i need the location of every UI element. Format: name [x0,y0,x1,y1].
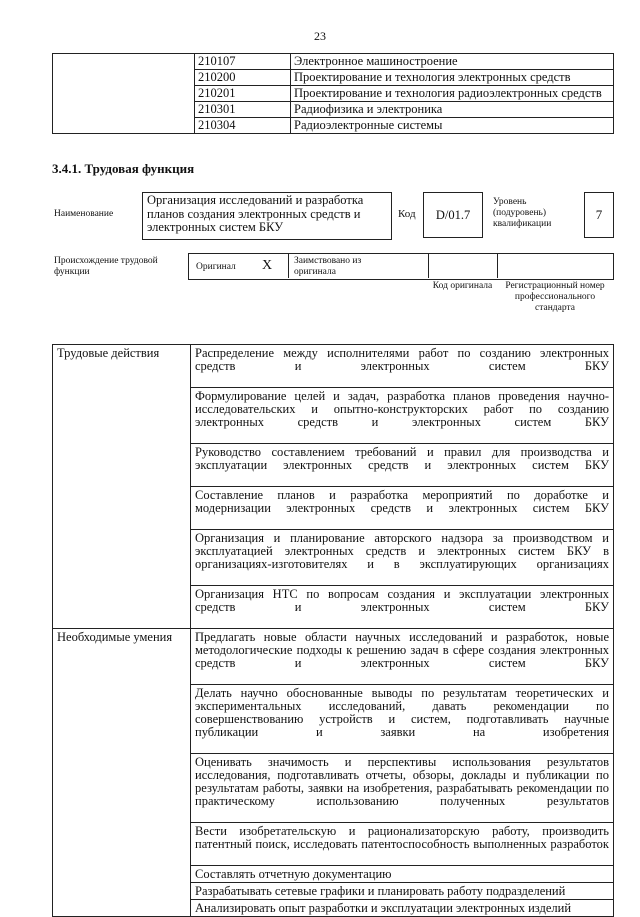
function-name-box: Организация исследований и разработка планов создания электронных средств и электронных систем БКУ [142,192,392,240]
page-number: 23 [314,29,326,43]
list-item: Составление планов и разработка мероприятий по доработке и модернизации электронных средств и электронных систем БКУ [191,487,614,530]
list-item: Вести изобретательскую и рационализаторскую работу, производить патентный поиск, исследовать патентоспособность выполненных разработок [191,823,614,866]
name-cell: Радиоэлектронные системы [291,118,614,134]
name-label: Наименование [54,209,114,219]
list-item: Организация НТС по вопросам создания и эксплуатации электронных средств и электронных систем БКУ [191,586,614,629]
list-item: Распределение между исполнителями работ по созданию электронных средств и электронных систем БКУ [191,345,614,388]
name-cell: Электронное машиностроение [291,54,614,70]
code-cell: 210200 [195,70,291,86]
code-cell: 210301 [195,102,291,118]
table-row [53,629,614,685]
original-mark: X [262,258,273,273]
list-item: Анализировать опыт разработки и эксплуатации электронных изделий [191,900,614,917]
code-label: Код [398,208,416,220]
name-cell: Радиофизика и электроника [291,102,614,118]
table-row [53,345,614,388]
list-item: Формулирование целей и задач, разработка планов проведения научно-исследовательских и опытно-конструкторских работ по созданию электронных средств и электронных систем БКУ [191,388,614,444]
list-item: Руководство составлением требований и правил для производства и эксплуатации электронных средств и электронных систем БКУ [191,444,614,487]
list-item: Организация и планирование авторского надзора за производством и эксплуатацией электронных средств и электронных систем БКУ в организациях-изготовителях и в эксплуатирующих организациях [191,530,614,586]
code-caption: Код оригинала [432,281,493,291]
name-cell: Проектирование и технология радиоэлектронных средств [291,86,614,102]
divider [428,253,429,278]
section-label-cell: Необходимые умения [53,629,191,917]
function-details-table [52,344,614,917]
reg-caption: Регистрационный номер профессионального стандарта [505,281,605,313]
divider [288,253,289,278]
list-item: Составлять отчетную документацию [191,866,614,883]
divider [497,253,498,278]
list-item: Делать научно обоснованные выводы по результатам теоретических и экспериментальных исследований, давать рекомендации по совершенствованию устройств и систем, подготавливать научные публикации и заявки на изобретения [191,685,614,754]
level-label: Уровень (подуровень) квалификации [493,197,552,229]
specialty-codes-table [52,53,614,134]
table-row [53,54,614,70]
function-code-box: D/01.7 [423,192,483,238]
code-cell: 210107 [195,54,291,70]
origin-label: Происхождение трудовой функции [54,256,158,277]
level-box: 7 [584,192,614,238]
section-title: 3.4.1. Трудовая функция [52,161,195,176]
list-item: Оценивать значимость и перспективы использования результатов исследования, подготавливать отчеты, обзоры, доклады и публикации по результатам работы, заявки на изобретения, разрабатывать рекомендации по практическому использованию полученных результатов [191,754,614,823]
name-cell: Проектирование и технология электронных средств [291,70,614,86]
list-item: Предлагать новые области научных исследований и разработок, новые методологические подходы к решению задач в сфере создания электронных средств и электронных систем БКУ [191,629,614,685]
borrowed-label: Заимствовано из оригинала [294,256,362,277]
empty-cell [53,54,195,134]
code-cell: 210201 [195,86,291,102]
section-label-cell: Трудовые действия [53,345,191,629]
original-label: Оригинал [196,262,236,272]
code-cell: 210304 [195,118,291,134]
list-item: Разрабатывать сетевые графики и планировать работу подразделений [191,883,614,900]
